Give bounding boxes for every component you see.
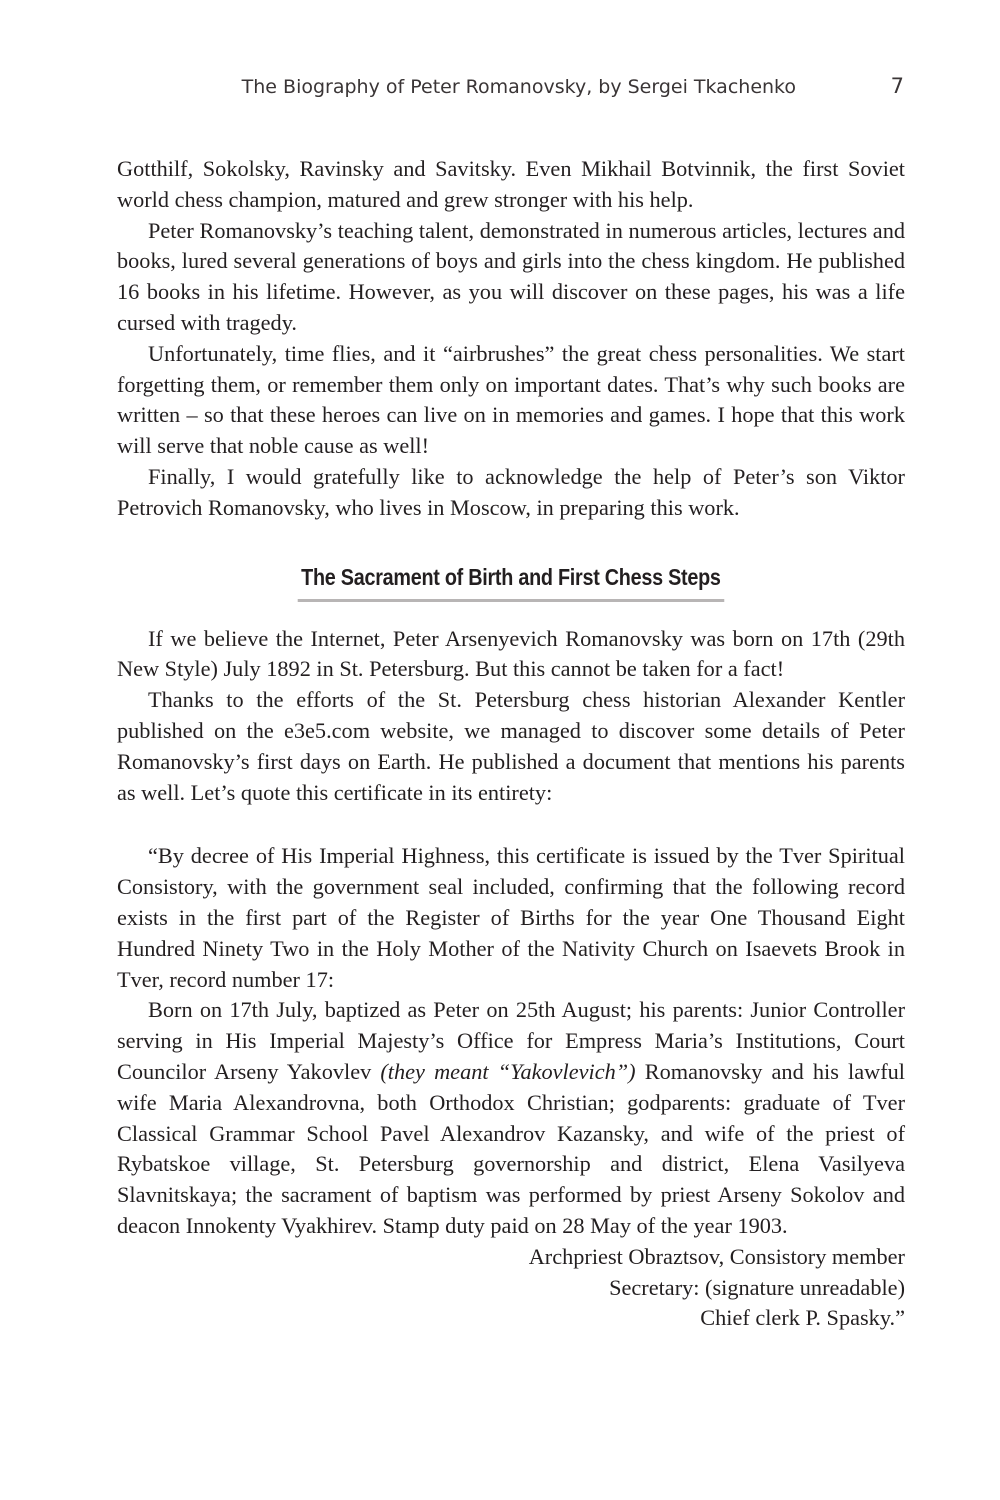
editorial-note: (they meant “Yakovlevich”) <box>380 1058 636 1084</box>
certificate-paragraph-2 <box>117 995 905 1241</box>
signature-line-2: Secretary: (signature unreadable) <box>609 1274 905 1300</box>
running-header <box>116 74 906 104</box>
body-text <box>117 154 905 1334</box>
signature-line-1: Archpriest Obraztsov, Consistory member <box>528 1243 905 1269</box>
intro-paragraph-1: Gotthilf, Sokolsky, Ravinsky and Savitsky. Even Mikhail Botvinnik, the first Soviet world chess champion, matured and grew stronger with his help. <box>117 156 905 212</box>
intro-paragraph-3: Unfortunately, time flies, and it “airbrushes” the great chess personalities. We start forgetting them, or remember them only on important dates. That’s why such books are written – so that these heroes can live on in memories and games. I hope that this work will serve that noble cause as well! <box>117 340 905 459</box>
certificate-signatures <box>117 1242 905 1334</box>
intro-paragraph-2: Peter Romanovsky’s teaching talent, demonstrated in numerous articles, lectures and books, lured several generations of boys and girls into the chess kingdom. He published 16 books in his lifetime. However, as you will discover on these pages, his was a life cursed with tragedy. <box>117 217 905 335</box>
section-heading <box>117 564 905 624</box>
running-title: The Biography of Peter Romanovsky, by Sergei Tkachenko <box>241 76 796 98</box>
section-paragraph-1: If we believe the Internet, Peter Arsenyevich Romanovsky was born on 17th (29th New Style) July 1892 in St. Petersburg. But this cannot be taken for a fact! <box>117 625 905 682</box>
signature-line-3: Chief clerk P. Spasky.” <box>700 1305 905 1331</box>
page-number: 7 <box>890 74 904 98</box>
certificate-text-part-1: Born on 17th July, baptized as Peter on 25th August; his parents: Junior Controller serving in His Imperial Majesty’s Office for Empress Maria’s Institutions, Court Councilor Arseny Yakovlev <box>117 997 905 1084</box>
certificate-text-part-2: Romanovsky and his lawful wife Maria Alexandrovna, both Orthodox Christian; godparents: graduate of Tver Classical Grammar School Pavel Alexandrov Kazansky, and wife of the priest of Rybatskoe village, St. Petersburg governorship and district, Elena Vasilyeva Slavnitskaya; the sacrament of baptism was performed by priest Arseny Sokolov and deacon Innokenty Vyakhirev. Stamp duty paid on 28 May of the year 1903. <box>117 1058 905 1238</box>
section-paragraph-2: Thanks to the efforts of the St. Petersburg chess historian Alexander Kentler published on the e3e5.com website, we managed to discover some details of Peter Romanovsky’s first days on Earth. He published a document that mentions his parents as well. Let’s quote this certificate in its entirety: <box>117 687 905 805</box>
section-heading-text: The Sacrament of Birth and First Chess Steps <box>298 564 724 602</box>
paragraph-gap <box>117 808 905 841</box>
intro-paragraph-4: Finally, I would gratefully like to acknowledge the help of Peter’s son Viktor Petrovich Romanovsky, who lives in Moscow, in preparing this work. <box>117 463 905 520</box>
certificate-paragraph-1: “By decree of His Imperial Highness, this certificate is issued by the Tver Spiritual Consistory, with the government seal included, confirming that the following record exists in the first part of the Register of Births for the year One Thousand Eight Hundred Ninety Two in the Holy Mother of the Nativity Church on Isaevets Brook in Tver, record number 17: <box>117 843 905 992</box>
